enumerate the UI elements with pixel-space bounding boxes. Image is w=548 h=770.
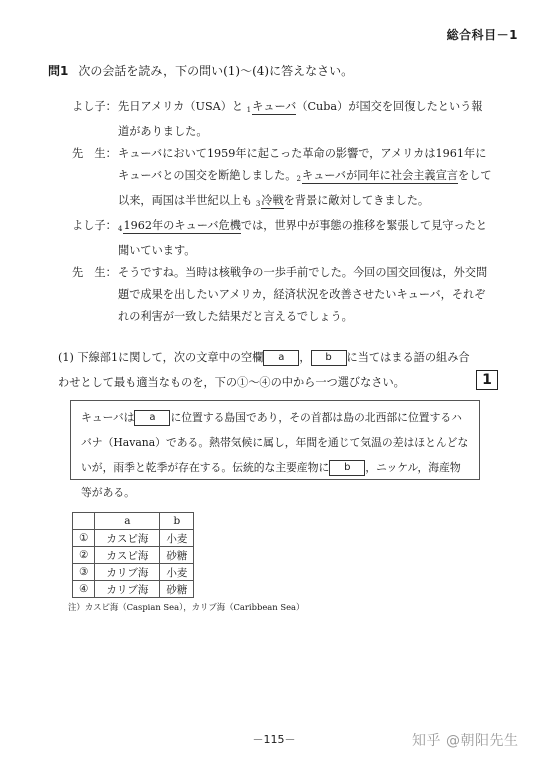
table-cell: ②: [73, 547, 95, 564]
footnote: 注）カスピ海（Caspian Sea），カリブ海（Caribbean Sea）: [68, 602, 305, 612]
table-row: [73, 564, 194, 581]
table-row: [73, 547, 194, 564]
passage-blank-a: a: [134, 410, 170, 426]
speaker-label: 先 生：: [72, 147, 117, 160]
speaker-label: 先 生：: [72, 266, 117, 279]
table-row: [73, 530, 194, 547]
table-cell: ③: [73, 564, 95, 581]
question-header: [48, 62, 353, 79]
dialog-text-segment: そうですね。当時は核戦争の一歩手前でした。今回の国交回復は，外交問題で成果を出したいアメリカ，経済状況を改善させたいキューバ，それぞれの利害が一致した結果だと言えるでしょう。: [118, 266, 488, 323]
question-instruction: 次の会話を読み，下の問い(1)～(4)に答えなさい。: [78, 64, 354, 78]
passage-text-1: キューバは: [81, 411, 135, 424]
blank-b: b: [311, 350, 347, 366]
table-row: [73, 581, 194, 598]
blank-a: a: [263, 350, 299, 366]
question-number: 問1: [48, 64, 69, 78]
sub-question-sep: ，: [299, 351, 311, 364]
table-cell: 小麦: [160, 530, 194, 547]
table-header-cell: b: [160, 513, 194, 530]
table-header-row: [73, 513, 194, 530]
dialog-line: [72, 262, 492, 328]
table-cell: ①: [73, 530, 95, 547]
table-cell: 砂糖: [160, 547, 194, 564]
underline-number: 2: [296, 175, 301, 183]
table-header-cell: [73, 513, 95, 530]
underlined-phrase: キューバ: [252, 100, 297, 113]
speaker-label: よし子：: [72, 219, 117, 232]
passage-text-3: ，ニッケル，海産物等がある。: [81, 461, 461, 499]
underlined-phrase: 冷戦: [261, 194, 284, 207]
sub-question: [58, 345, 478, 395]
sub-question-text-2: に当てはまる語の組み合わせとして最も適当なものを，下の①～④の中から一つ選びなさい。: [58, 351, 470, 389]
watermark: 知乎 @朝阳先生: [412, 733, 519, 749]
table-cell: カリブ海: [95, 564, 160, 581]
page-number: －115－: [252, 733, 296, 746]
dialog-text-segment: では，世界中が事態の推移を緊張して見守ったと聞いています。: [118, 219, 488, 257]
dialog-text: [118, 96, 492, 143]
speaker-label: よし子：: [72, 100, 117, 113]
dialog-line: [72, 143, 492, 215]
dialog-text: [118, 262, 492, 328]
passage-blank-b: b: [329, 460, 365, 476]
underline-number: 4: [118, 225, 123, 233]
section-label: 総合科目－1: [446, 28, 518, 42]
underlined-phrase: 1962年のキューバ危機: [123, 219, 241, 232]
answer-number-box: 1: [476, 370, 498, 390]
table-cell: 砂糖: [160, 581, 194, 598]
underline-number: 1: [246, 106, 252, 114]
table-cell: カスピ海: [95, 530, 160, 547]
sub-question-text-1: 下線部1に関して，次の文章中の空欄: [77, 351, 264, 364]
choices-table: [72, 512, 194, 598]
dialog-text-segment: キューバにおいて1959年に起こった革命の影響で，アメリカは1961年にキューバとの国交を断絶しました。: [118, 147, 487, 182]
table-cell: カスピ海: [95, 547, 160, 564]
table-cell: 小麦: [160, 564, 194, 581]
underline-number: 3: [255, 200, 261, 208]
dialog-text: [118, 215, 492, 262]
dialog-text-segment: 先日アメリカ（USA）と: [118, 100, 247, 113]
dialog-line: [72, 96, 492, 143]
dialog-text-segment: を背景に敵対してきました。: [283, 194, 430, 207]
underlined-phrase: キューバが同年に社会主義宣言: [301, 169, 458, 182]
passage-text-2: に位置する島国であり，その首都は島の北西部に位置するハバナ（Havana）である。熱帯気候に属し，年間を通じて気温の差はほとんどないが，雨季と乾季が存在する。伝統的な主要産物に: [81, 411, 469, 474]
table-cell: ④: [73, 581, 95, 598]
dialog-text: [118, 143, 492, 215]
dialog: [72, 96, 492, 328]
sub-question-label: (1): [58, 351, 74, 364]
dialog-text-segment: （Cuba）が国交を回復したという報道がありました。: [118, 100, 483, 138]
dialog-line: [72, 215, 492, 262]
passage-box: [70, 400, 480, 499]
table-cell: カリブ海: [95, 581, 160, 598]
dialog-text-segment: をして以来，両国は半世紀以上も: [118, 169, 492, 207]
table-header-cell: a: [95, 513, 160, 530]
